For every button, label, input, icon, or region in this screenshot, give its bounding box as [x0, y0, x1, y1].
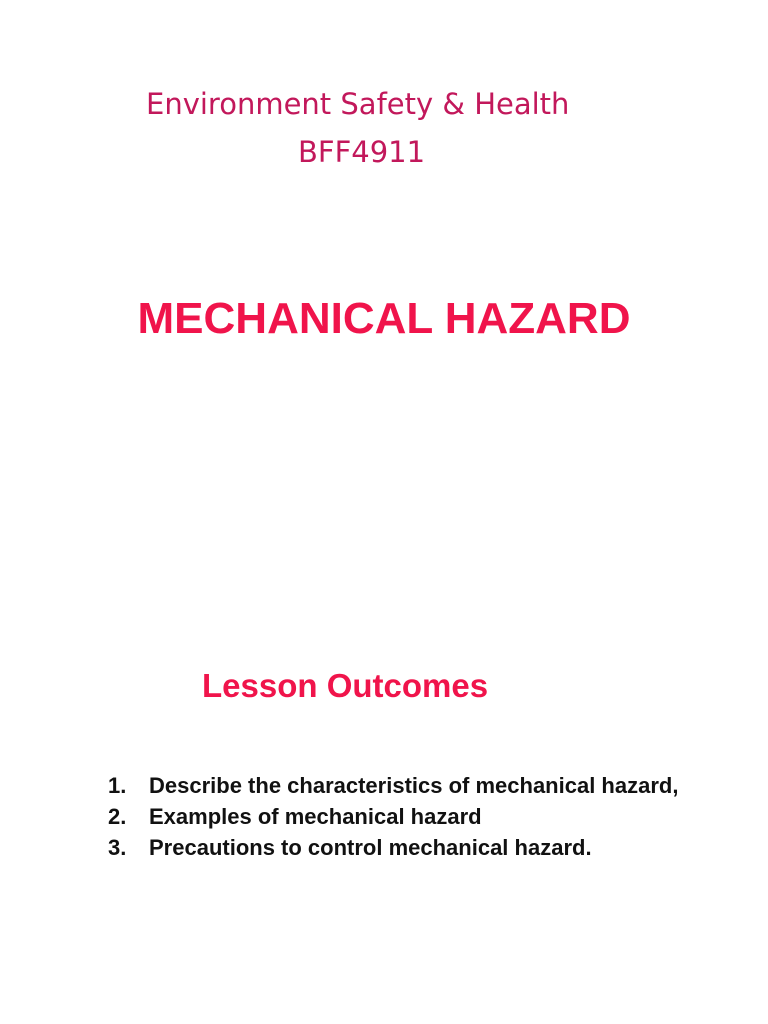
lesson-outcomes-heading: Lesson Outcomes: [202, 667, 489, 704]
list-item-number: 3.: [108, 835, 127, 860]
list-item-text: Precautions to control mechanical hazard.: [149, 835, 592, 860]
course-title: Environment Safety & Health: [146, 87, 570, 121]
lesson-outcomes-list: [108, 770, 708, 863]
list-item: [108, 801, 708, 832]
course-code: BFF4911: [298, 135, 426, 169]
list-item: [108, 770, 708, 801]
list-item-number: 2.: [108, 804, 127, 829]
list-item-text: Describe the characteristics of mechanical hazard,: [149, 773, 679, 798]
page-title: MECHANICAL HAZARD: [137, 294, 631, 343]
list-item-text: Examples of mechanical hazard: [149, 804, 482, 829]
list-item: [108, 832, 708, 863]
list-item-number: 1.: [108, 773, 127, 798]
